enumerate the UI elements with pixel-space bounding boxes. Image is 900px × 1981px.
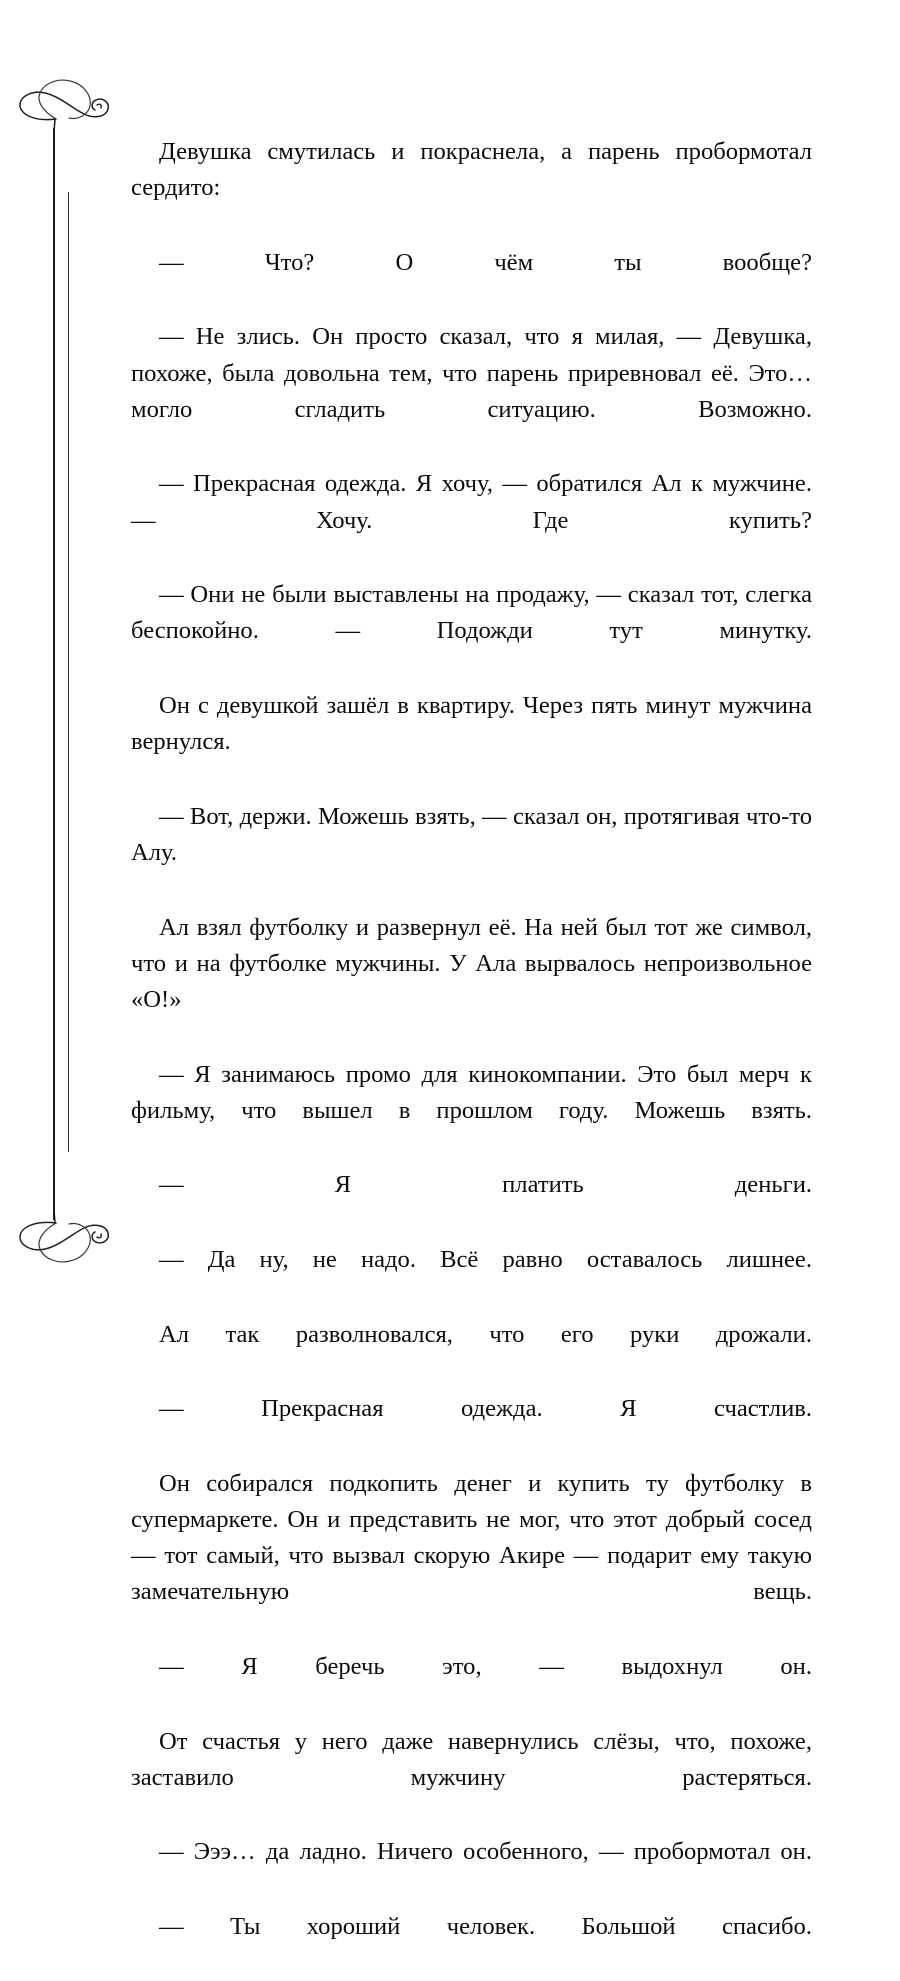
paragraph: Ал так разволновался, что его руки дрожали.	[159, 1320, 812, 1348]
paragraph: — Я платить деньги.	[159, 1171, 812, 1199]
calligraphic-flourish-bottom-icon	[14, 1208, 118, 1270]
paragraph: Девушка смутилась и покраснела, а парень пробормотал сердито:	[131, 138, 812, 202]
paragraph: — Я беречь это, — выдохнул он.	[159, 1652, 812, 1680]
paragraph: От счастья у него даже навернулись слёзы, что, похоже, заставило мужчину растеряться.	[131, 1727, 812, 1791]
paragraph: — Не злись. Он просто сказал, что я милая, — Девушка, похоже, была довольна тем, что парень приревновал её. Это… могло сгладить ситуацию. Возможно.	[131, 323, 812, 423]
paragraph: Он с девушкой зашёл в квартиру. Через пять минут мужчина вернулся.	[131, 691, 812, 756]
paragraph: — Они не были выставлены на продажу, — сказал тот, слегка беспокойно. — Подожди тут минутку.	[131, 581, 812, 645]
margin-rule-main	[53, 128, 55, 1220]
calligraphic-flourish-top-icon	[14, 72, 118, 134]
paragraph: — Я занимаюсь промо для кинокомпании. Это был мерч к фильму, что вышел в прошлом году. Можешь взять.	[131, 1060, 812, 1124]
paragraph: — Вот, держи. Можешь взять, — сказал он, протягивая что-то Алу.	[131, 802, 812, 866]
paragraph: — Прекрасная одежда. Я счастлив.	[159, 1395, 812, 1423]
left-margin-ornament-rail	[0, 0, 120, 1350]
paragraph: Ал взял футболку и развернул её. На ней был тот же символ, что и на футболке мужчины. У Ала вырвалось непроизвольное «О!»	[131, 913, 812, 1013]
margin-rule-inner	[68, 192, 69, 1152]
paragraph: — Прекрасная одежда. Я хочу, — обратился Ал к мужчине. — Хочу. Где купить?	[131, 470, 812, 534]
paragraph: Он собирался подкопить денег и купить ту футболку в супермаркете. Он и представить не мог, что этот добрый сосед — тот самый, что вызвал скорую Акире — подарит ему такую замечательную вещь.	[131, 1469, 812, 1606]
paragraph: — Ты хороший человек. Большой спасибо.	[159, 1912, 812, 1940]
paragraph: — Что? О чём ты вообще?	[159, 248, 812, 276]
body-text-column	[131, 134, 812, 1981]
paragraph: — Да ну, не надо. Всё равно оставалось лишнее.	[159, 1245, 812, 1273]
paragraph: — Эээ… да ладно. Ничего особенного, — пробормотал он.	[159, 1838, 812, 1866]
